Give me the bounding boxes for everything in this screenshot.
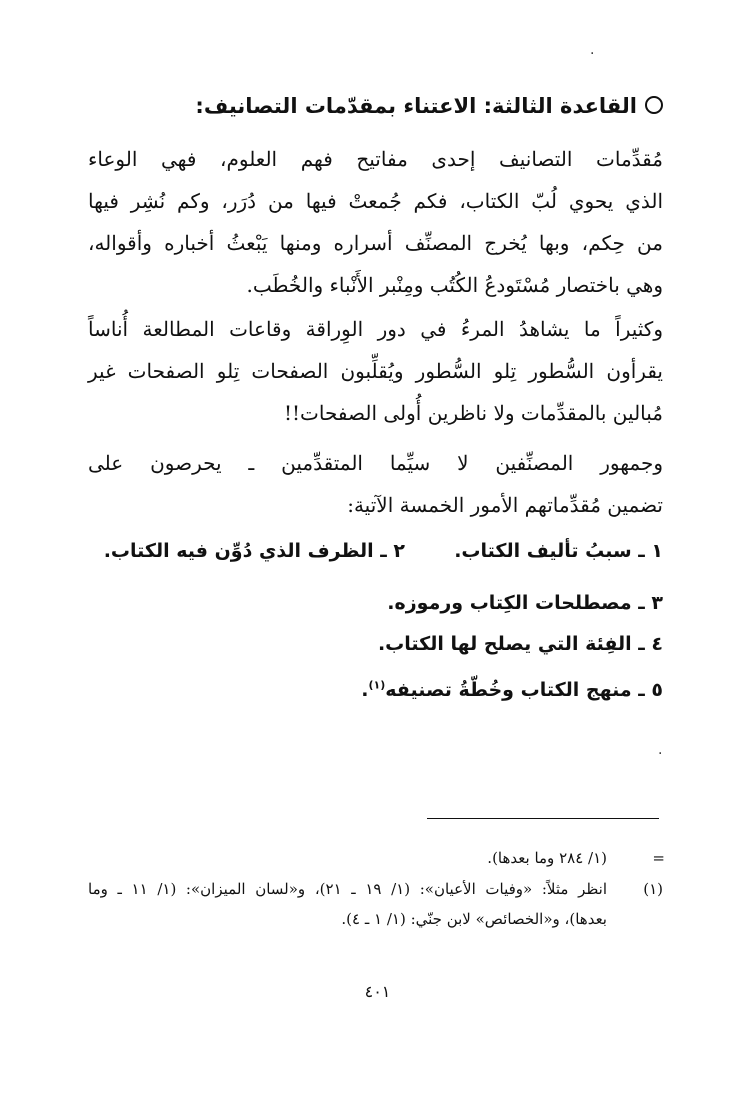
paragraph-line: وهي باختصار مُسْتَودعُ الكُتُب ومِنْبر الأَنْباء والخُطَب. — [246, 273, 663, 297]
circle-bullet-icon — [645, 96, 663, 114]
speck-mark: . — [590, 42, 595, 58]
footnote-1-line-1: انظر مثلاً: «وفيات الأعيان»: (١/ ١٩ ـ ٢١)، و«لسان الميزان»: (١/ ١١ ـ وما — [88, 880, 607, 898]
section-heading — [63, 88, 663, 124]
paragraph-line: مُبالين بالمقدِّمات ولا ناظرين أُولى الصفحات!! — [283, 401, 663, 425]
list-item-5-period: . — [361, 679, 369, 701]
page-number: ٤٠١ — [364, 982, 391, 1001]
speck-mark: . — [658, 742, 663, 758]
footnote-1-marker: (١) — [643, 880, 663, 898]
footnote-1-line-2: بعدها)، و«الخصائص» لابن جنّي: (١/ ١ ـ ٤). — [341, 910, 607, 928]
paragraph-2 — [88, 308, 663, 434]
list-item-3: ٣ ـ مصطلحات الكِتاب ورموزه. — [387, 592, 663, 614]
continuation-text: (١/ ٢٨٤ وما بعدها). — [487, 849, 607, 867]
paragraph-line: وكثيراً ما يشاهدُ المرءُ في دور الوِراقة وقاعات المطالعة أُناساً — [88, 317, 663, 341]
list-item-4: ٤ ـ الفِئة التي يصلح لها الكتاب. — [377, 633, 663, 655]
paragraph-line: الذي يحوي لُبّ الكتاب، فكم جُمعتْ فيها من دُرَر، وكم نُشِر فيها — [88, 189, 663, 213]
paragraph-1 — [88, 138, 663, 306]
paragraph-line: يقرأون السُّطور تِلو السُّطور ويُقلِّبون الصفحات تِلو الصفحات غير — [88, 359, 663, 383]
section-heading-text: القاعدة الثالثة: الاعتناء بمقدّمات التصانيف: — [195, 94, 637, 118]
continuation-marker: = — [652, 849, 665, 867]
paragraph-line: من حِكم، وبها يُخرج المصنِّف أسراره ومنها يَبْعثُ أخباره وأقواله، — [88, 231, 663, 255]
paragraph-line: تضمين مُقدِّماتهم الأمور الخمسة الآتية: — [347, 493, 663, 517]
paragraph-line: مُقدِّمات التصانيف إحدى مفاتيح فهم العلوم، فهي الوعاء — [88, 147, 663, 171]
paragraph-line: وجمهور المصنِّفين لا سيِّما المتقدِّمين ـ يحرصون على — [88, 451, 663, 475]
footnote-reference: (١) — [368, 678, 386, 692]
footnote-separator — [427, 818, 659, 819]
list-item-2: ٢ ـ الظرف الذي دُوِّن فيه الكتاب. — [103, 540, 405, 562]
paragraph-3 — [88, 442, 663, 526]
list-item-1: ١ ـ سببُ تأليف الكتاب. — [454, 540, 663, 562]
list-item-5 — [361, 679, 663, 701]
list-item-5-text: ٥ ـ منهج الكتاب وخُطّةُ تصنيفه — [385, 679, 663, 701]
